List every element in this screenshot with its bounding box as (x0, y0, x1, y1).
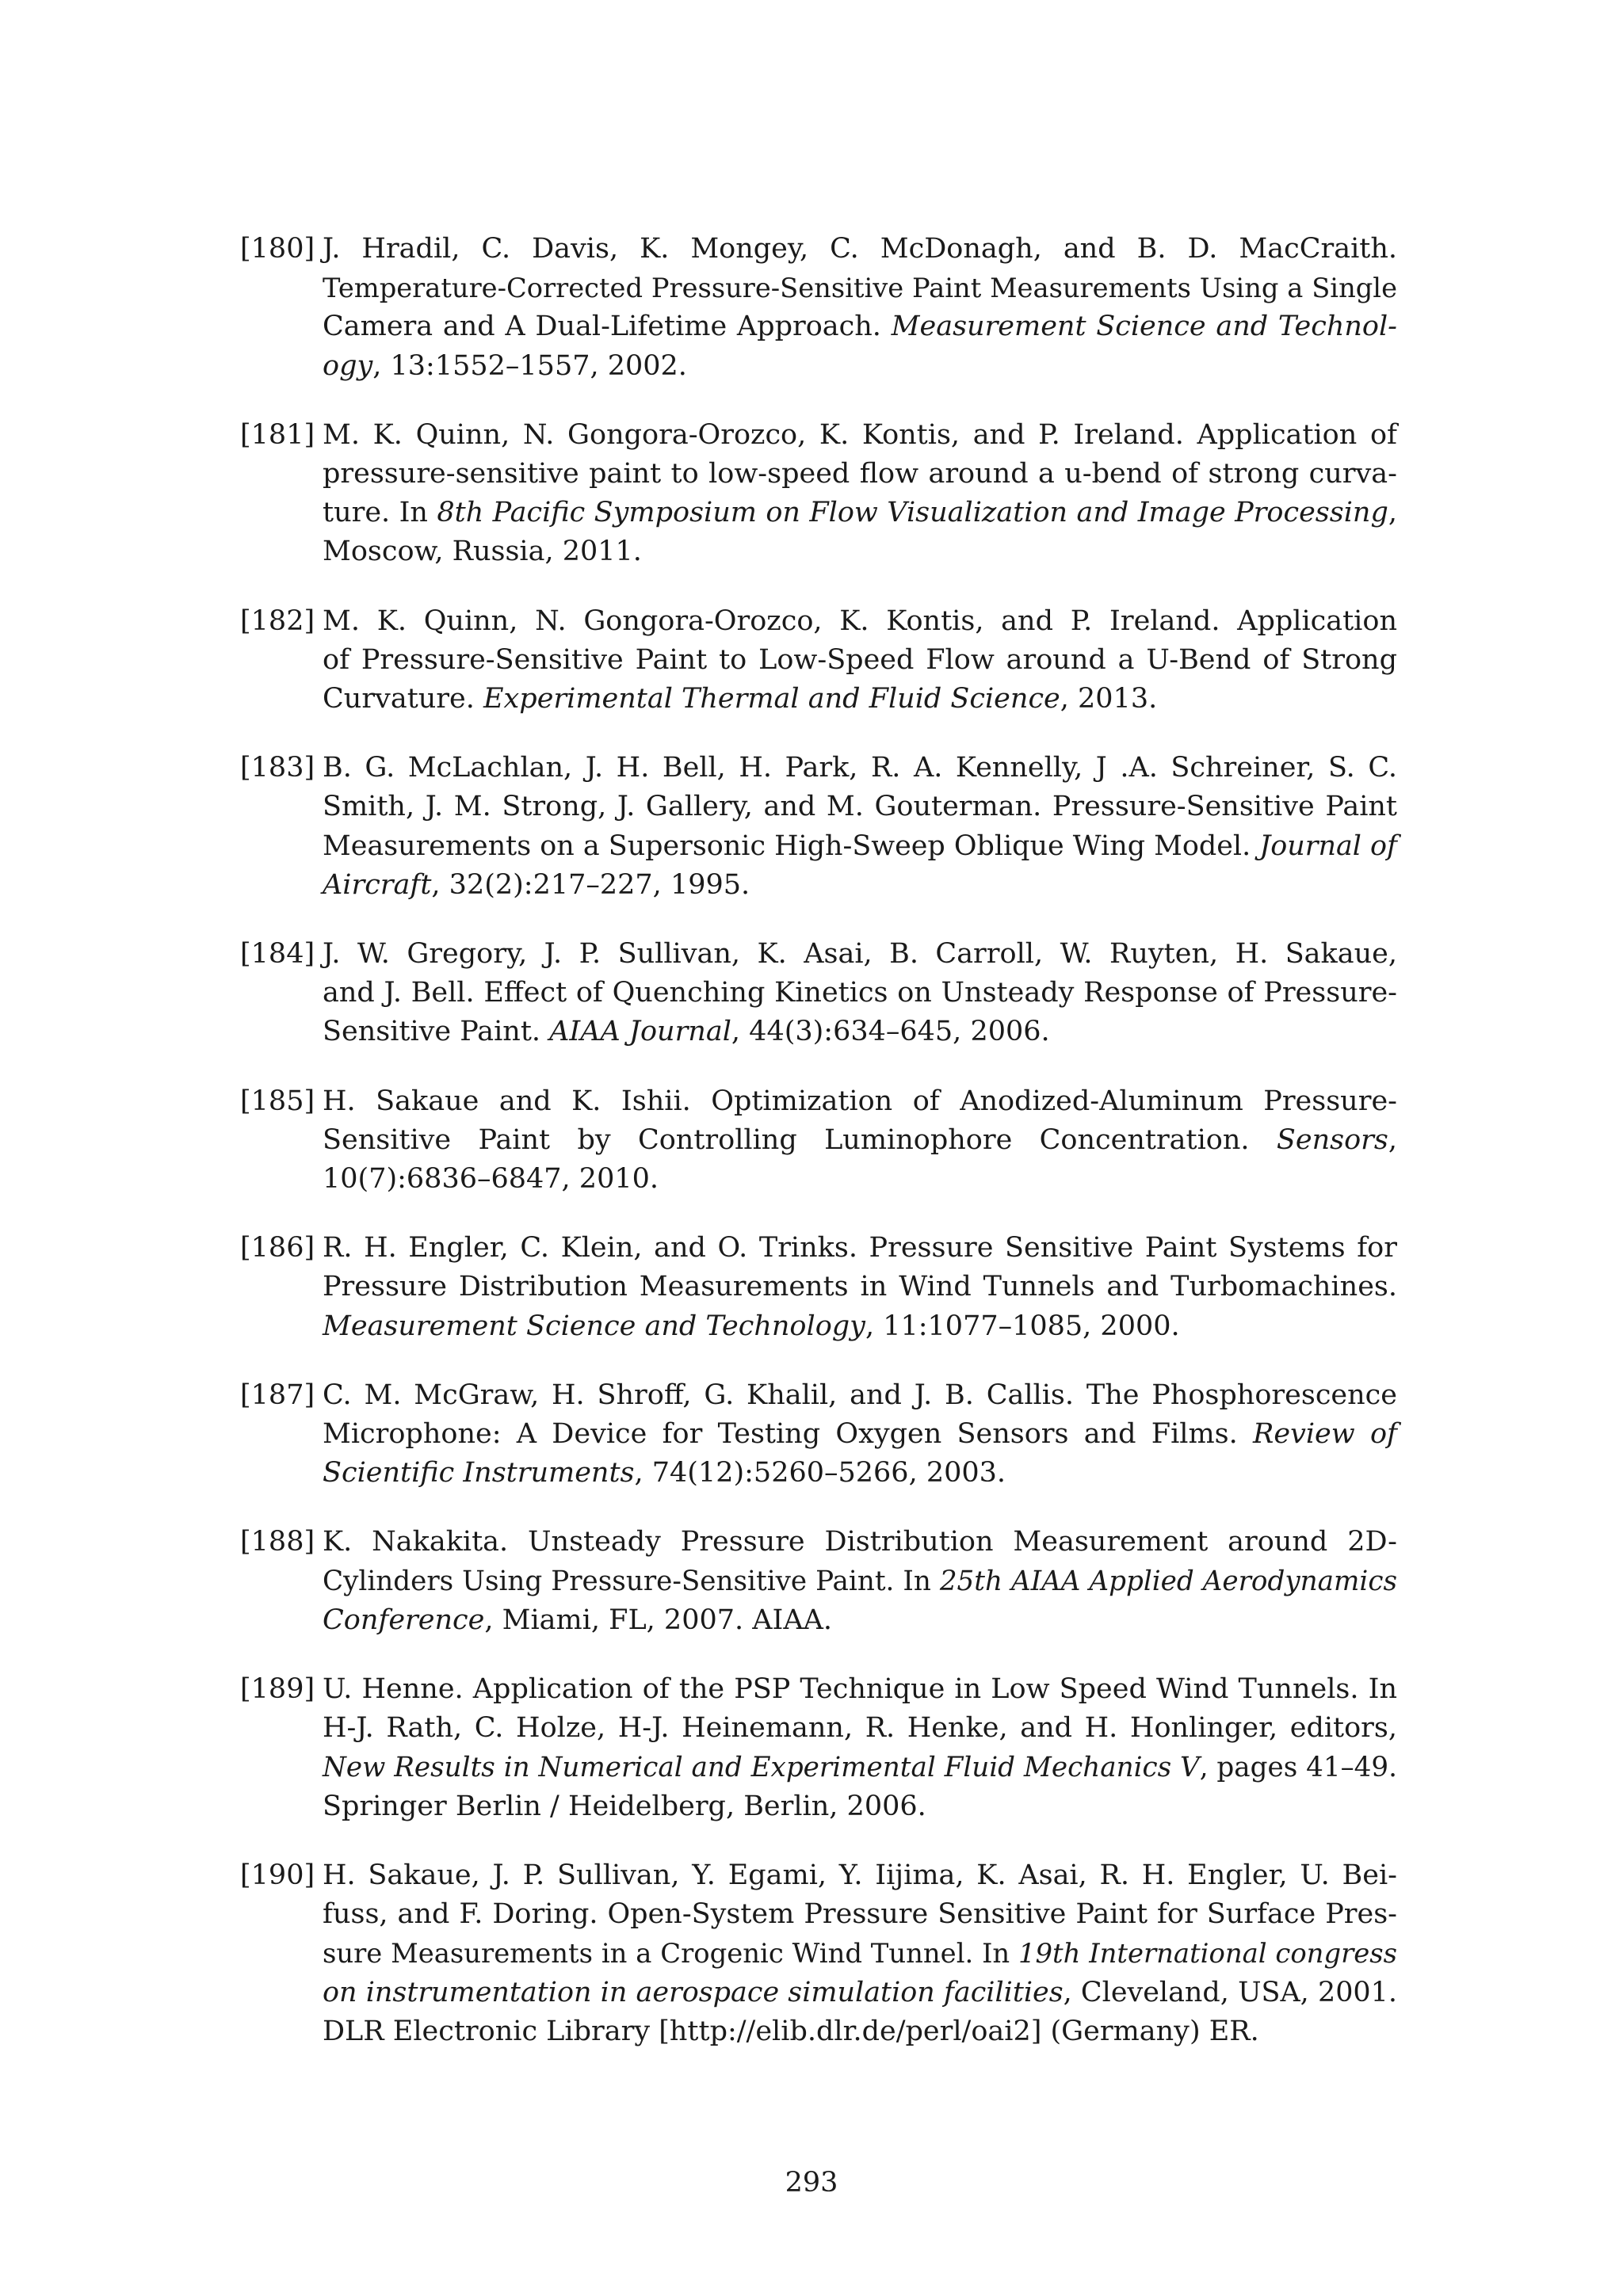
reference-line (323, 307, 1397, 346)
reference-segment: H. Sakaue, J. P. Sullivan, Y. Egami, Y. Iijima, K. Asai, R. H. Engler, U. Bei- (323, 1859, 1397, 1891)
reference-line (323, 1121, 1397, 1160)
reference-entry (240, 1523, 1397, 1640)
reference-venue: 8th Pacific Symposium on Flow Visualization and Image Processing (437, 497, 1388, 529)
reference-text (323, 935, 1397, 1052)
reference-number: [186] (240, 1232, 315, 1264)
reference-text (323, 602, 1397, 719)
reference-line (323, 416, 1397, 455)
reference-entry (240, 416, 1397, 572)
reference-segment: Temperature-Corrected Pressure-Sensitive Paint Measurements Using a Single (323, 273, 1397, 304)
reference-venue: Journal of (1259, 830, 1397, 862)
reference-segment: M. K. Quinn, N. Gongora-Orozco, K. Kontis, and P. Ireland. Application (323, 605, 1397, 637)
reference-segment: B. G. McLachlan, J. H. Bell, H. Park, R. A. Kennelly, J .A. Schreiner, S. C. (323, 752, 1397, 784)
reference-line (323, 1229, 1397, 1268)
reference-line (323, 1895, 1397, 1934)
reference-line (323, 602, 1397, 641)
reference-venue: New Results in Numerical and Experimental Fluid Mechanics V (323, 1751, 1200, 1783)
reference-text (323, 1670, 1397, 1826)
reference-number: [183] (240, 752, 315, 784)
reference-venue: Sensors (1276, 1123, 1388, 1156)
reference-segment: H-J. Rath, C. Holze, H-J. Heinemann, R. Henke, and H. Honlinger, editors, (323, 1712, 1397, 1745)
reference-venue: Measurement Science and Technol- (891, 311, 1397, 343)
reference-segment: Springer Berlin / Heidelberg, Berlin, 2006. (323, 1790, 926, 1822)
reference-line (323, 1974, 1397, 2012)
reference-segment: , 2013. (1060, 683, 1158, 715)
reference-venue: Measurement Science and Technology (323, 1310, 865, 1342)
reference-line (323, 788, 1397, 826)
reference-venue: 19th International congress (1018, 1938, 1397, 1970)
reference-segment: , (1388, 497, 1397, 529)
reference-segment: , pages 41–49. (1199, 1751, 1397, 1783)
reference-line (323, 974, 1397, 1013)
reference-line (323, 935, 1397, 974)
reference-entry (240, 1229, 1397, 1346)
reference-line (323, 494, 1397, 532)
reference-line (323, 347, 1397, 386)
reference-line (323, 1415, 1397, 1454)
reference-line (323, 1013, 1397, 1051)
reference-segment: Cylinders Using Pressure-Sensitive Paint. In (323, 1565, 940, 1597)
reference-list (240, 230, 1397, 2081)
reference-entry (240, 935, 1397, 1052)
reference-line (323, 269, 1397, 307)
reference-segment: ture. In (323, 497, 437, 529)
reference-segment: Moscow, Russia, 2011. (323, 536, 642, 568)
reference-segment: , Miami, FL, 2007. AIAA. (484, 1604, 833, 1636)
reference-line (323, 1934, 1397, 1973)
reference-line (323, 749, 1397, 788)
reference-number: [180] (240, 233, 315, 265)
reference-line (323, 1160, 1397, 1199)
reference-segment: , 32(2):217–227, 1995. (431, 868, 750, 901)
reference-segment: J. Hradil, C. Davis, K. Mongey, C. McDonagh, and B. D. MacCraith. (323, 233, 1397, 265)
reference-segment: , 74(12):5260–5266, 2003. (634, 1457, 1006, 1489)
reference-segment: 10(7):6836–6847, 2010. (323, 1163, 659, 1196)
reference-venue: Aircraft (323, 868, 432, 901)
reference-segment: and J. Bell. Effect of Quenching Kinetics on Unsteady Response of Pressure- (323, 977, 1397, 1009)
reference-line (323, 1562, 1397, 1601)
reference-segment: U. Henne. Application of the PSP Technique in Low Speed Wind Tunnels. In (323, 1673, 1397, 1706)
reference-line (323, 1670, 1397, 1709)
reference-venue: AIAA Journal (549, 1016, 731, 1048)
reference-number: [181] (240, 418, 315, 451)
reference-line (323, 1601, 1397, 1640)
reference-entry (240, 1376, 1397, 1493)
reference-line (323, 1523, 1397, 1562)
reference-venue: 25th AIAA Applied Aerodynamics (939, 1565, 1397, 1597)
reference-segment: , (1388, 1123, 1397, 1156)
reference-segment: Sensitive Paint. (323, 1016, 550, 1048)
reference-entry (240, 749, 1397, 905)
reference-segment: Microphone: A Device for Testing Oxygen Sensors and Films. (323, 1418, 1254, 1451)
reference-text (323, 1229, 1397, 1346)
reference-line (323, 1082, 1397, 1121)
reference-venue: ogy (323, 349, 373, 382)
reference-segment: Camera and A Dual-Lifetime Approach. (323, 311, 892, 343)
reference-number: [184] (240, 938, 315, 971)
reference-venue: Review of (1253, 1418, 1398, 1451)
reference-text (323, 230, 1397, 386)
reference-segment: Sensitive Paint by Controlling Luminophore Concentration. (323, 1123, 1277, 1156)
reference-line (323, 455, 1397, 494)
reference-number: [189] (240, 1673, 315, 1706)
reference-number: [185] (240, 1085, 315, 1117)
reference-line (323, 866, 1397, 905)
reference-number: [190] (240, 1859, 315, 1891)
reference-line (323, 1749, 1397, 1787)
reference-segment: sure Measurements in a Crogenic Wind Tunnel. In (323, 1938, 1019, 1970)
reference-segment: Smith, J. M. Strong, J. Gallery, and M. Gouterman. Pressure-Sensitive Paint (323, 791, 1397, 823)
reference-segment: DLR Electronic Library [http://elib.dlr.de/perl/oai2] (Germany) ER. (323, 2015, 1259, 2047)
reference-line (323, 641, 1397, 680)
reference-segment: Curvature. (323, 683, 483, 715)
reference-segment: Measurements on a Supersonic High-Sweep Oblique Wing Model. (323, 830, 1260, 862)
reference-segment: M. K. Quinn, N. Gongora-Orozco, K. Kontis, and P. Ireland. Application of (323, 418, 1397, 451)
reference-segment: , 11:1077–1085, 2000. (865, 1310, 1180, 1342)
reference-segment: pressure-sensitive paint to low-speed flow around a u-bend of strong curva- (323, 458, 1397, 490)
reference-segment: J. W. Gregory, J. P. Sullivan, K. Asai, B. Carroll, W. Ruyten, H. Sakaue, (323, 938, 1397, 971)
reference-line (323, 2012, 1397, 2051)
reference-segment: K. Nakakita. Unsteady Pressure Distribution Measurement around 2D- (323, 1526, 1397, 1558)
reference-line (323, 680, 1397, 719)
reference-number: [188] (240, 1526, 315, 1558)
reference-entry (240, 1082, 1397, 1199)
reference-number: [182] (240, 605, 315, 637)
reference-segment: Pressure Distribution Measurements in Wind Tunnels and Turbomachines. (323, 1271, 1397, 1303)
reference-segment: , 13:1552–1557, 2002. (372, 349, 687, 382)
reference-segment: , 44(3):634–645, 2006. (731, 1016, 1050, 1048)
reference-venue: Conference (323, 1604, 485, 1636)
reference-line (323, 532, 1397, 571)
reference-segment: of Pressure-Sensitive Paint to Low-Speed Flow around a U-Bend of Strong (323, 643, 1397, 676)
reference-text (323, 1856, 1397, 2051)
reference-entry (240, 230, 1397, 386)
reference-text (323, 1523, 1397, 1640)
reference-line (323, 1307, 1397, 1346)
reference-line (323, 1787, 1397, 1826)
reference-venue: on instrumentation in aerospace simulation facilities (323, 1976, 1064, 2008)
reference-text (323, 416, 1397, 572)
reference-venue: Scientific Instruments (323, 1457, 635, 1489)
reference-line (323, 1268, 1397, 1306)
reference-line (323, 1376, 1397, 1415)
reference-venue: Experimental Thermal and Fluid Science (483, 683, 1060, 715)
reference-segment: , Cleveland, USA, 2001. (1063, 1976, 1397, 2008)
reference-segment: C. M. McGraw, H. Shroff, G. Khalil, and J. B. Callis. The Phosphorescence (323, 1379, 1397, 1411)
reference-segment: R. H. Engler, C. Klein, and O. Trinks. Pressure Sensitive Paint Systems for (323, 1232, 1397, 1264)
page-number: 293 (785, 2167, 838, 2199)
reference-line (323, 827, 1397, 866)
reference-text (323, 1082, 1397, 1199)
reference-segment: fuss, and F. Doring. Open-System Pressure Sensitive Paint for Surface Pres- (323, 1898, 1397, 1931)
reference-entry (240, 1670, 1397, 1826)
reference-entry (240, 1856, 1397, 2051)
reference-line (323, 230, 1397, 269)
reference-text (323, 749, 1397, 905)
reference-number: [187] (240, 1379, 315, 1411)
reference-line (323, 1856, 1397, 1895)
reference-entry (240, 602, 1397, 719)
reference-segment: H. Sakaue and K. Ishii. Optimization of Anodized-Aluminum Pressure- (323, 1085, 1397, 1117)
reference-line (323, 1709, 1397, 1748)
reference-text (323, 1376, 1397, 1493)
reference-line (323, 1454, 1397, 1493)
